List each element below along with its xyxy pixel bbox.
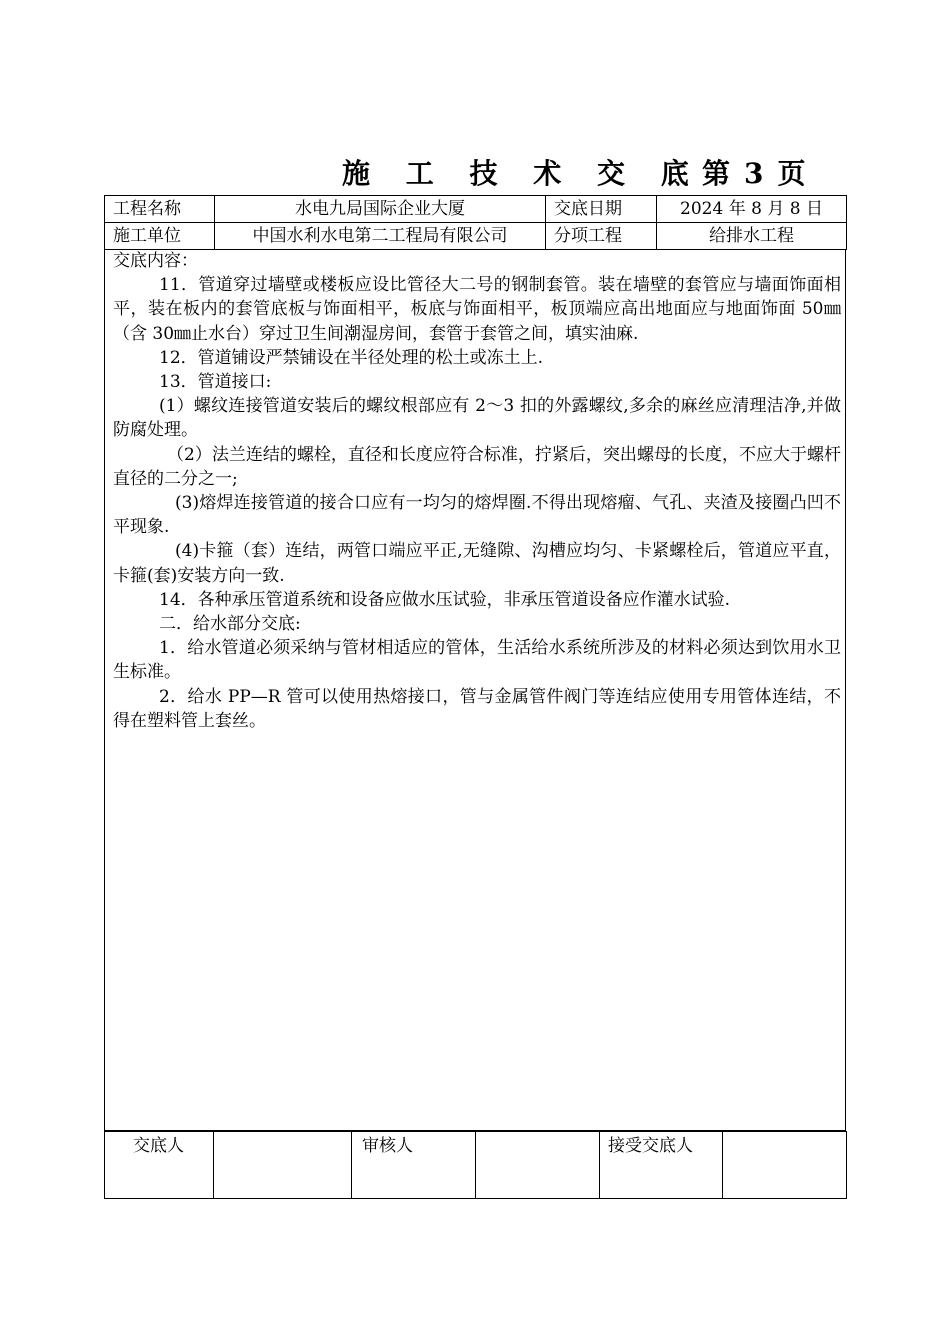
paragraph-2-1: 1．给水管道必须采纳与管材相适应的管体，生活给水系统所涉及的材料必须达到饮用水卫生标准。 bbox=[113, 638, 841, 683]
page-suffix: 页 bbox=[777, 157, 806, 190]
presenter-signature-field[interactable] bbox=[214, 1132, 352, 1199]
content-cell bbox=[104, 249, 846, 1131]
info-row-project bbox=[105, 196, 847, 223]
page-number: 3 bbox=[744, 157, 764, 190]
content-heading: 交底内容： bbox=[113, 251, 198, 271]
paragraph-13-2: （2）法兰连结的螺栓，直径和长度应符合标准，拧紧后，突出螺母的长度，不应大于螺杆直径的二分之一; bbox=[113, 444, 841, 489]
paragraph-13-3: (3)熔焊连接管道的接合口应有一均匀的熔焊圈.不得出现熔瘤、气孔、夹渣及接圈凸凹不平现象. bbox=[113, 493, 841, 538]
reviewer-signature-field[interactable] bbox=[476, 1132, 600, 1199]
info-table bbox=[104, 195, 847, 250]
paragraph-13-4: (4)卡箍（套）连结，两管口端应平正,无缝隙、沟槽应均匀、卡紧螺栓后，管道应平直，卡箍(套)安装方向一致. bbox=[113, 541, 841, 586]
info-row-unit bbox=[105, 223, 847, 250]
signature-table bbox=[104, 1131, 847, 1199]
receiver-label: 接受交底人 bbox=[600, 1132, 723, 1199]
date-value: 2024 年 8 月 8 日 bbox=[657, 196, 847, 223]
reviewer-label: 审核人 bbox=[352, 1132, 476, 1199]
date-label: 交底日期 bbox=[546, 196, 657, 223]
sub-project-value: 给排水工程 bbox=[657, 223, 847, 250]
paragraph-12: 12．管道铺设严禁铺设在半径处理的松土或冻土上. bbox=[159, 347, 544, 368]
paragraph-2-2: 2．给水 PP—R 管可以使用热熔接口，管与金属管件阀门等连结应使用专用管体连结，不得在塑料管上套丝。 bbox=[113, 686, 841, 731]
paragraph-13: 13．管道接口: bbox=[159, 372, 272, 393]
page-prefix: 第 bbox=[702, 157, 731, 190]
section-two-heading: 二．给水部分交底: bbox=[159, 614, 301, 635]
paragraph-13-1: (1）螺纹连接管道安装后的螺纹根部应有 2～3 扣的外露螺纹,多余的麻丝应清理洁净,并做防腐处理。 bbox=[113, 396, 841, 441]
project-name-label: 工程名称 bbox=[105, 196, 215, 223]
page-number-label bbox=[702, 152, 806, 192]
paragraph-11: 11．管道穿过墙壁或楼板应设比管径大二号的钢制套管。装在墙壁的套管应与墙面饰面相平，装在板内的套管底板与饰面相平，板底与饰面相平，板顶端应高出地面应与地面饰面 50㎜（含 30㎜止水台）穿过卫生间潮湿房间，套管于套管之间，填实油麻. bbox=[113, 275, 841, 344]
document-title: 施 工 技 术 交 底 bbox=[342, 157, 702, 190]
project-name-value: 水电九局国际企业大厦 bbox=[215, 196, 546, 223]
content-body bbox=[113, 249, 841, 733]
sub-project-label: 分项工程 bbox=[546, 223, 657, 250]
unit-label: 施工单位 bbox=[105, 223, 215, 250]
receiver-signature-field[interactable] bbox=[723, 1132, 847, 1199]
presenter-label: 交底人 bbox=[105, 1132, 214, 1199]
unit-value: 中国水利水电第二工程局有限公司 bbox=[215, 223, 546, 250]
paragraph-14: 14．各种承压管道系统和设备应做水压试验，非承压管道设备应作灌水试验. bbox=[159, 589, 731, 610]
signature-row bbox=[105, 1132, 847, 1199]
